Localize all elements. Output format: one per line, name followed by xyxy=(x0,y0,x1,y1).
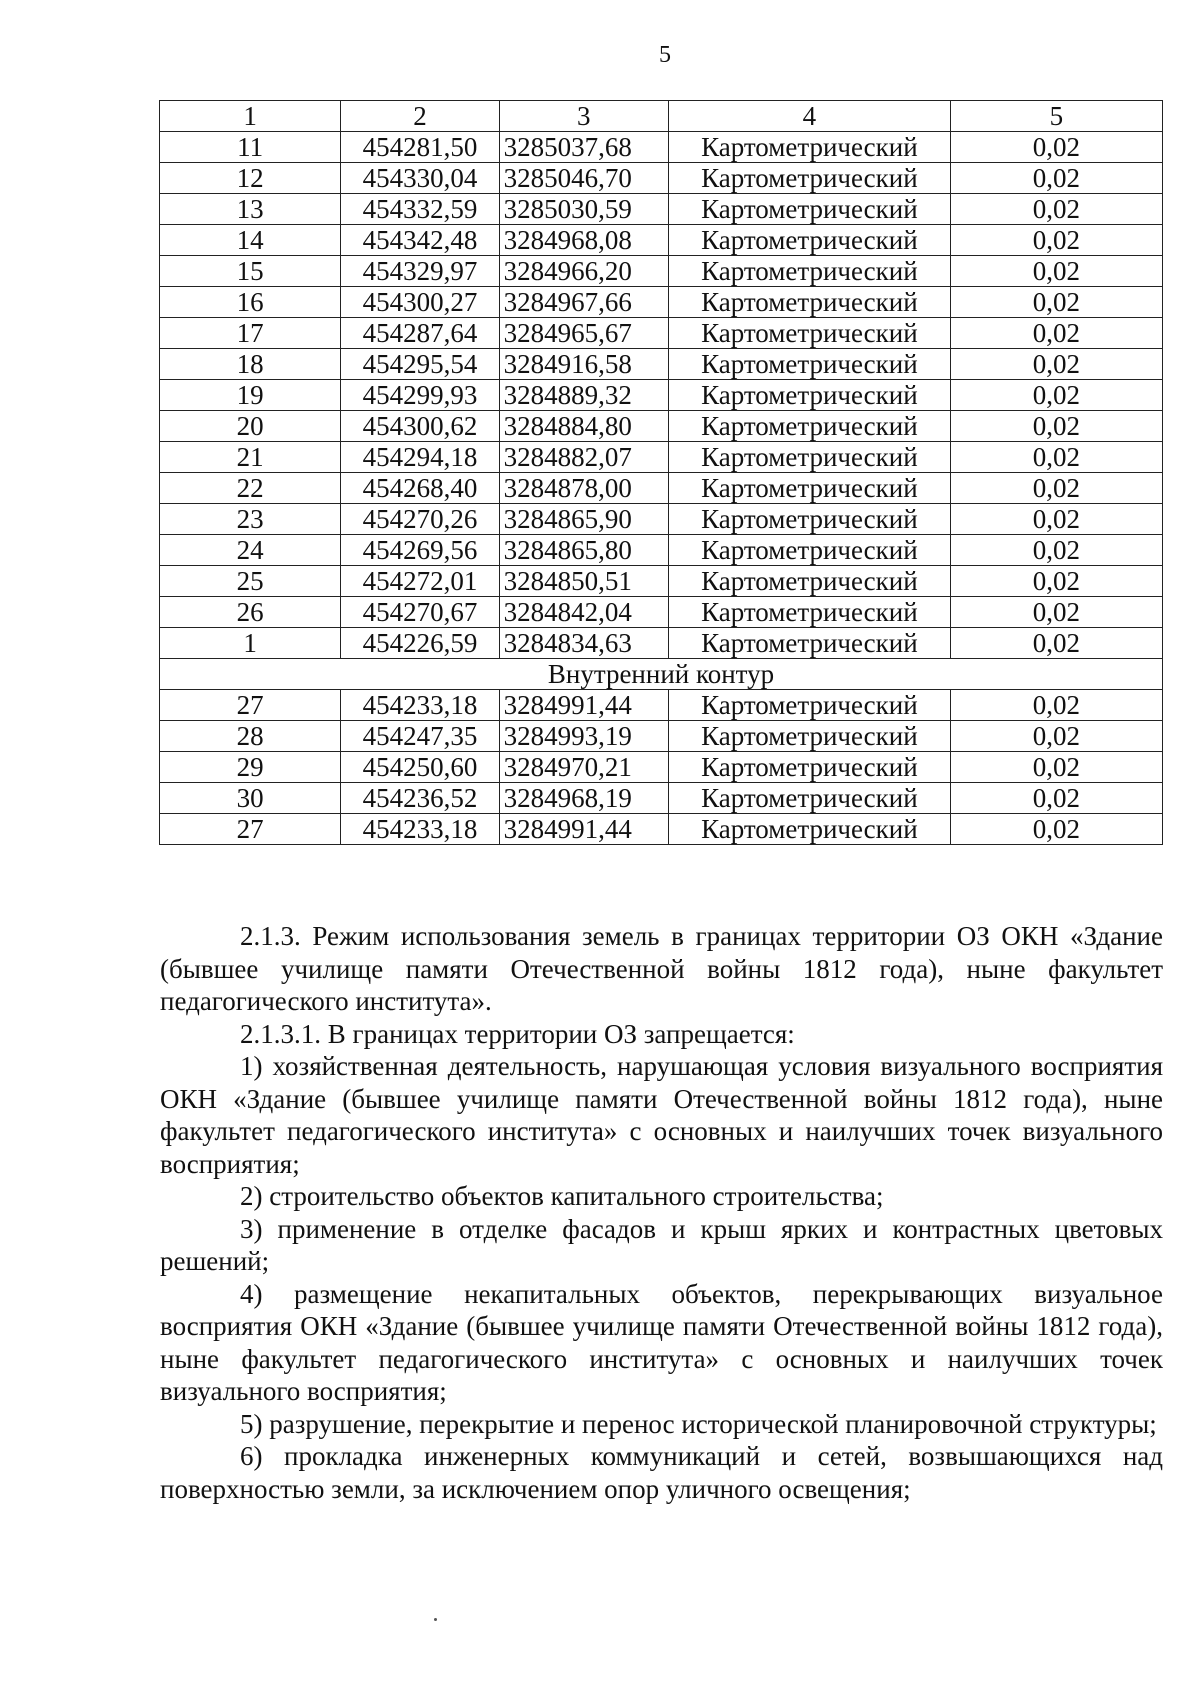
table-cell: 1 xyxy=(160,628,341,659)
table-cell: 27 xyxy=(160,690,341,721)
table-cell: 17 xyxy=(160,318,341,349)
table-cell: 3284850,51 xyxy=(499,566,668,597)
table-row xyxy=(160,752,1163,783)
table-cell: 0,02 xyxy=(950,597,1162,628)
table-row xyxy=(160,380,1163,411)
table-cell: 0,02 xyxy=(950,442,1162,473)
section-label: Внутренний контур xyxy=(160,659,1163,690)
table-cell: 0,02 xyxy=(950,628,1162,659)
table-header-row xyxy=(160,101,1163,132)
table-cell: 454270,26 xyxy=(341,504,499,535)
table-cell: 3285030,59 xyxy=(499,194,668,225)
table-cell: Картометрический xyxy=(668,814,950,845)
table-row xyxy=(160,411,1163,442)
table-row xyxy=(160,504,1163,535)
table-cell: 3284967,66 xyxy=(499,287,668,318)
table-cell: 11 xyxy=(160,132,341,163)
table-cell: 454268,40 xyxy=(341,473,499,504)
table-row xyxy=(160,597,1163,628)
table-cell: Картометрический xyxy=(668,504,950,535)
table-cell: 3284993,19 xyxy=(499,721,668,752)
page-number: 5 xyxy=(659,42,671,68)
table-cell: 0,02 xyxy=(950,566,1162,597)
table-row xyxy=(160,225,1163,256)
table-cell: Картометрический xyxy=(668,783,950,814)
paragraph: 6) прокладка инженерных коммуникаций и сетей, возвышающихся над поверхностью земли, за исключением опор уличного освещения; xyxy=(160,1441,1163,1504)
coordinates-table xyxy=(159,100,1163,845)
table-cell: Картометрический xyxy=(668,411,950,442)
table-cell: 22 xyxy=(160,473,341,504)
table-cell: 3284991,44 xyxy=(499,814,668,845)
table-cell: Картометрический xyxy=(668,535,950,566)
table-row xyxy=(160,194,1163,225)
table-cell: 3284878,00 xyxy=(499,473,668,504)
table-cell: Картометрический xyxy=(668,163,950,194)
table-cell: 3284865,90 xyxy=(499,504,668,535)
table-cell: 28 xyxy=(160,721,341,752)
paragraph: 2.1.3. Режим использования земель в границах территории ОЗ ОКН «Здание (бывшее училище памяти Отечественной войны 1812 года), ныне факультет педагогического института». xyxy=(160,921,1163,1016)
table-cell: 3285046,70 xyxy=(499,163,668,194)
table-row xyxy=(160,349,1163,380)
table-cell: Картометрический xyxy=(668,380,950,411)
table-cell: Картометрический xyxy=(668,752,950,783)
table-cell: 454300,62 xyxy=(341,411,499,442)
table-cell: 0,02 xyxy=(950,349,1162,380)
table-cell: 0,02 xyxy=(950,256,1162,287)
table-cell: Картометрический xyxy=(668,566,950,597)
table-cell: 0,02 xyxy=(950,318,1162,349)
table-cell: 454287,64 xyxy=(341,318,499,349)
table-row xyxy=(160,783,1163,814)
table-cell: Картометрический xyxy=(668,690,950,721)
table-cell: 26 xyxy=(160,597,341,628)
table-cell: 454300,27 xyxy=(341,287,499,318)
table-cell: 0,02 xyxy=(950,287,1162,318)
table-cell: 0,02 xyxy=(950,535,1162,566)
table-cell: 454329,97 xyxy=(341,256,499,287)
table-cell: Картометрический xyxy=(668,256,950,287)
table-cell: 3284882,07 xyxy=(499,442,668,473)
table-cell: 454272,01 xyxy=(341,566,499,597)
table-cell: 19 xyxy=(160,380,341,411)
table-cell: 29 xyxy=(160,752,341,783)
table-row xyxy=(160,690,1163,721)
table-cell: 454269,56 xyxy=(341,535,499,566)
table-cell: 3284834,63 xyxy=(499,628,668,659)
table-cell: 0,02 xyxy=(950,504,1162,535)
coordinates-table-body xyxy=(160,101,1163,845)
table-cell: 0,02 xyxy=(950,194,1162,225)
table-cell: 3285037,68 xyxy=(499,132,668,163)
table-cell: 454270,67 xyxy=(341,597,499,628)
table-cell: 14 xyxy=(160,225,341,256)
table-cell: 454330,04 xyxy=(341,163,499,194)
table-cell: Картометрический xyxy=(668,225,950,256)
table-cell: 454281,50 xyxy=(341,132,499,163)
table-cell: 0,02 xyxy=(950,473,1162,504)
table-cell: 0,02 xyxy=(950,225,1162,256)
table-cell: 3284966,20 xyxy=(499,256,668,287)
table-cell: Картометрический xyxy=(668,349,950,380)
table-cell: 0,02 xyxy=(950,690,1162,721)
table-row xyxy=(160,256,1163,287)
table-row xyxy=(160,628,1163,659)
paragraph: 2.1.3.1. В границах территории ОЗ запрещается: xyxy=(240,1018,795,1049)
table-cell: Картометрический xyxy=(668,442,950,473)
table-cell: 454250,60 xyxy=(341,752,499,783)
table-cell: 3284884,80 xyxy=(499,411,668,442)
paragraph: 5) разрушение, перекрытие и перенос исторической планировочной структуры; xyxy=(240,1408,1157,1439)
table-cell: 454226,59 xyxy=(341,628,499,659)
table-cell: 3284968,19 xyxy=(499,783,668,814)
body-text xyxy=(160,920,1163,1505)
table-cell: Картометрический xyxy=(668,287,950,318)
table-cell: 454299,93 xyxy=(341,380,499,411)
table-row xyxy=(160,287,1163,318)
table-cell: 21 xyxy=(160,442,341,473)
table-row xyxy=(160,473,1163,504)
paragraph: 4) размещение некапитальных объектов, перекрывающих визуальное восприятия ОКН «Здание (бывшее училище памяти Отечественной войны 1812 года), ныне факультет педагогического института» с основных и наилучших точек визуального восприятия; xyxy=(160,1278,1163,1406)
table-cell: 18 xyxy=(160,349,341,380)
table-cell: 23 xyxy=(160,504,341,535)
table-cell: 3284968,08 xyxy=(499,225,668,256)
table-cell: 0,02 xyxy=(950,814,1162,845)
table-cell: Картометрический xyxy=(668,318,950,349)
table-cell: 0,02 xyxy=(950,411,1162,442)
table-cell: Картометрический xyxy=(668,597,950,628)
table-cell: 0,02 xyxy=(950,721,1162,752)
scan-speck xyxy=(434,1618,437,1621)
table-cell: 3284965,67 xyxy=(499,318,668,349)
table-cell: 454295,54 xyxy=(341,349,499,380)
table-cell: 0,02 xyxy=(950,380,1162,411)
table-row xyxy=(160,814,1163,845)
table-cell: Картометрический xyxy=(668,473,950,504)
table-cell: 24 xyxy=(160,535,341,566)
table-cell: Картометрический xyxy=(668,628,950,659)
table-cell: 454342,48 xyxy=(341,225,499,256)
table-row xyxy=(160,132,1163,163)
header-cell: 5 xyxy=(950,101,1162,132)
paragraph: 1) хозяйственная деятельность, нарушающая условия визуального восприятия ОКН «Здание (бывшее училище памяти Отечественной войны 1812 года), ныне факультет педагогического института» с основных и наилучших точек визуального восприятия; xyxy=(160,1051,1163,1179)
table-cell: 454233,18 xyxy=(341,814,499,845)
table-cell: 3284889,32 xyxy=(499,380,668,411)
table-cell: 27 xyxy=(160,814,341,845)
table-row xyxy=(160,318,1163,349)
table-cell: 0,02 xyxy=(950,783,1162,814)
table-row xyxy=(160,566,1163,597)
table-cell: 3284991,44 xyxy=(499,690,668,721)
table-cell: Картометрический xyxy=(668,132,950,163)
table-cell: 454294,18 xyxy=(341,442,499,473)
table-cell: 0,02 xyxy=(950,163,1162,194)
table-cell: 13 xyxy=(160,194,341,225)
header-cell: 2 xyxy=(341,101,499,132)
header-cell: 3 xyxy=(499,101,668,132)
table-cell: 3284865,80 xyxy=(499,535,668,566)
table-cell: 15 xyxy=(160,256,341,287)
table-cell: 25 xyxy=(160,566,341,597)
table-cell: 0,02 xyxy=(950,132,1162,163)
table-cell: 16 xyxy=(160,287,341,318)
table-cell: 454236,52 xyxy=(341,783,499,814)
table-row xyxy=(160,721,1163,752)
table-cell: 20 xyxy=(160,411,341,442)
table-row xyxy=(160,163,1163,194)
table-cell: 3284916,58 xyxy=(499,349,668,380)
header-cell: 4 xyxy=(668,101,950,132)
table-cell: 12 xyxy=(160,163,341,194)
paragraph: 3) применение в отделке фасадов и крыш ярких и контрастных цветовых решений; xyxy=(160,1213,1163,1276)
table-cell: 454233,18 xyxy=(341,690,499,721)
paragraph: 2) строительство объектов капитального строительства; xyxy=(240,1181,884,1211)
table-cell: Картометрический xyxy=(668,721,950,752)
table-cell: 30 xyxy=(160,783,341,814)
table-cell: 3284970,21 xyxy=(499,752,668,783)
header-cell: 1 xyxy=(160,101,341,132)
table-row xyxy=(160,535,1163,566)
section-row xyxy=(160,659,1163,690)
table-cell: 454332,59 xyxy=(341,194,499,225)
table-cell: 0,02 xyxy=(950,752,1162,783)
table-cell: Картометрический xyxy=(668,194,950,225)
table-cell: 3284842,04 xyxy=(499,597,668,628)
table-row xyxy=(160,442,1163,473)
table-cell: 454247,35 xyxy=(341,721,499,752)
